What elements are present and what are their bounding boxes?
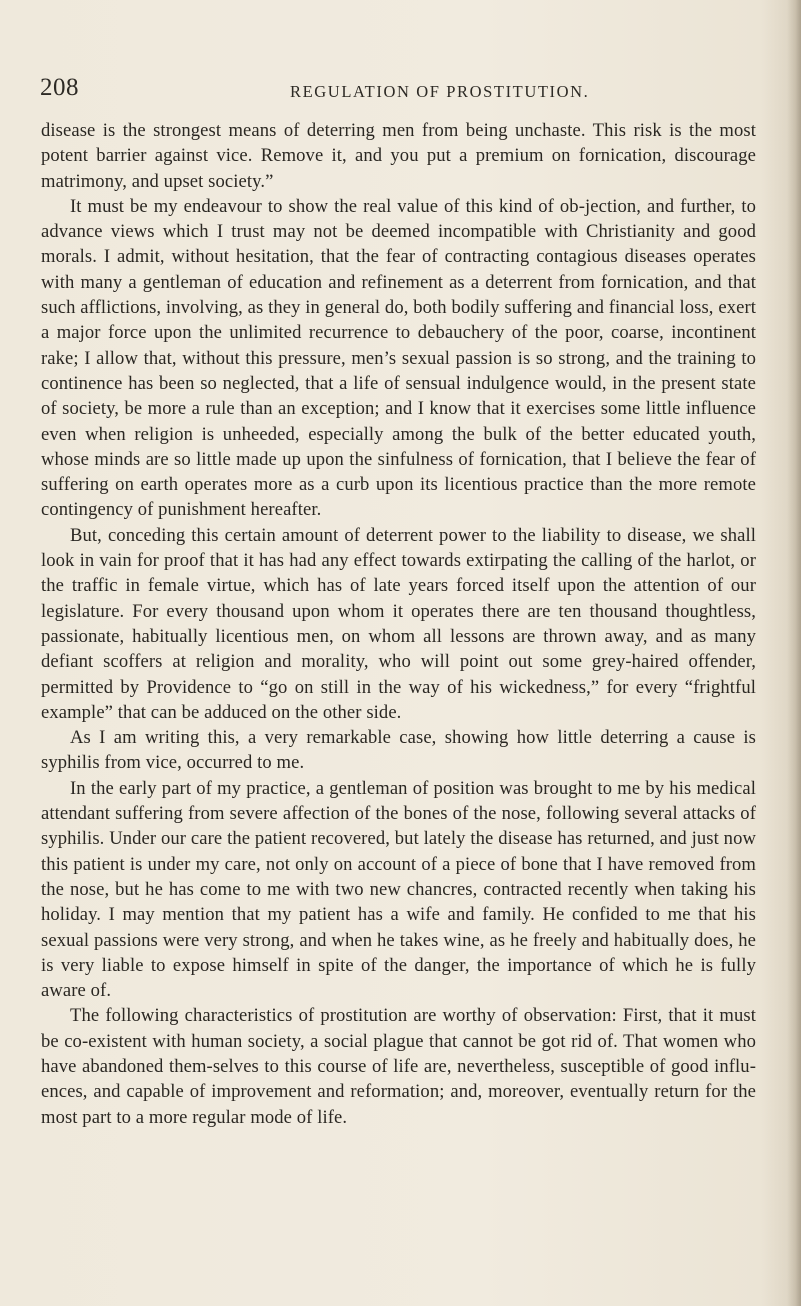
paragraph: It must be my endeavour to show the real value of this kind of ob-jection, and further, to advance views which I trust may not be deemed incompatible with Christianity and good morals. I admit, without hesitation, that the fear of contracting contagious diseases operates with many a gentleman of education and refinement as a deterrent from fornication, and that such afflictions, involving, as they in general do, both bodily suffering and financial loss, exert a major force upon the unlimited recurrence to debauchery of the poor, coarse, incontinent rake; I allow that, without this pressure, men’s sexual passion is so strong, and the training to continence has been so neglected, that a life of sensual indulgence would, in the present state of society, be more a rule than an exception; and I know that it exercises some little influence even when religion is unheeded, especially among the bulk of the better educated youth, whose minds are so little made up upon the sinfulness of fornication, that I believe the fear of suffering on earth operates more as a curb upon its licentious practice than the more remote contingency of punishment hereafter.: [41, 195, 756, 521]
paragraph: The following characteristics of prostitution are worthy of observation: First, that it must be co-existent with human society, a social plague that cannot be got rid of. That women who have abandoned them-selves to this course of life are, nevertheless, susceptible of good influ-ences, and capable of improvement and reformation; and, moreover, eventually return for the most part to a more regular mode of life.: [41, 1005, 756, 1128]
running-head: REGULATION OF PROSTITUTION.: [290, 82, 590, 101]
paragraph: disease is the strongest means of deterring men from being unchaste. This risk is the most potent barrier against vice. Remove it, and you put a premium on fornication, discourage matrimony, and upset society.”: [41, 120, 756, 192]
page-edge-shadow: [787, 0, 801, 1306]
page-header: [40, 74, 760, 104]
paragraph: As I am writing this, a very remarkable case, showing how little deterring a cause is syphilis from vice, occurred to me.: [41, 727, 756, 774]
body-text: [41, 118, 756, 1130]
paragraph: But, conceding this certain amount of deterrent power to the liability to disease, we shall look in vain for proof that it has had any effect towards extirpating the calling of the harlot, or the traffic in female virtue, which has of late years forced itself upon the attention of our legislature. For every thousand upon whom it operates there are ten thousand thoughtless, passionate, habitually licentious men, on whom all lessons are thrown away, and as many defiant scoffers at religion and morality, who will point out some grey-haired offender, permitted by Providence to “go on still in the way of his wickedness,” for every “frightful example” that can be adduced on the other side.: [41, 524, 756, 723]
paragraph: In the early part of my practice, a gentleman of position was brought to me by his medical attendant suffering from severe affection of the bones of the nose, following several attacks of syphilis. Under our care the patient recovered, but lately the disease has returned, and just now this patient is under my care, not only on account of a piece of bone that I have removed from the nose, but he has come to me with two new chancres, contracted recently when taking his holiday. I may mention that my patient has a wife and family. He confided to me that his sexual passions were very strong, and when he takes wine, as he freely and habitually does, he is very liable to expose himself in spite of the danger, the importance of which he is fully aware of.: [41, 777, 756, 1002]
page-number: 208: [40, 74, 79, 101]
